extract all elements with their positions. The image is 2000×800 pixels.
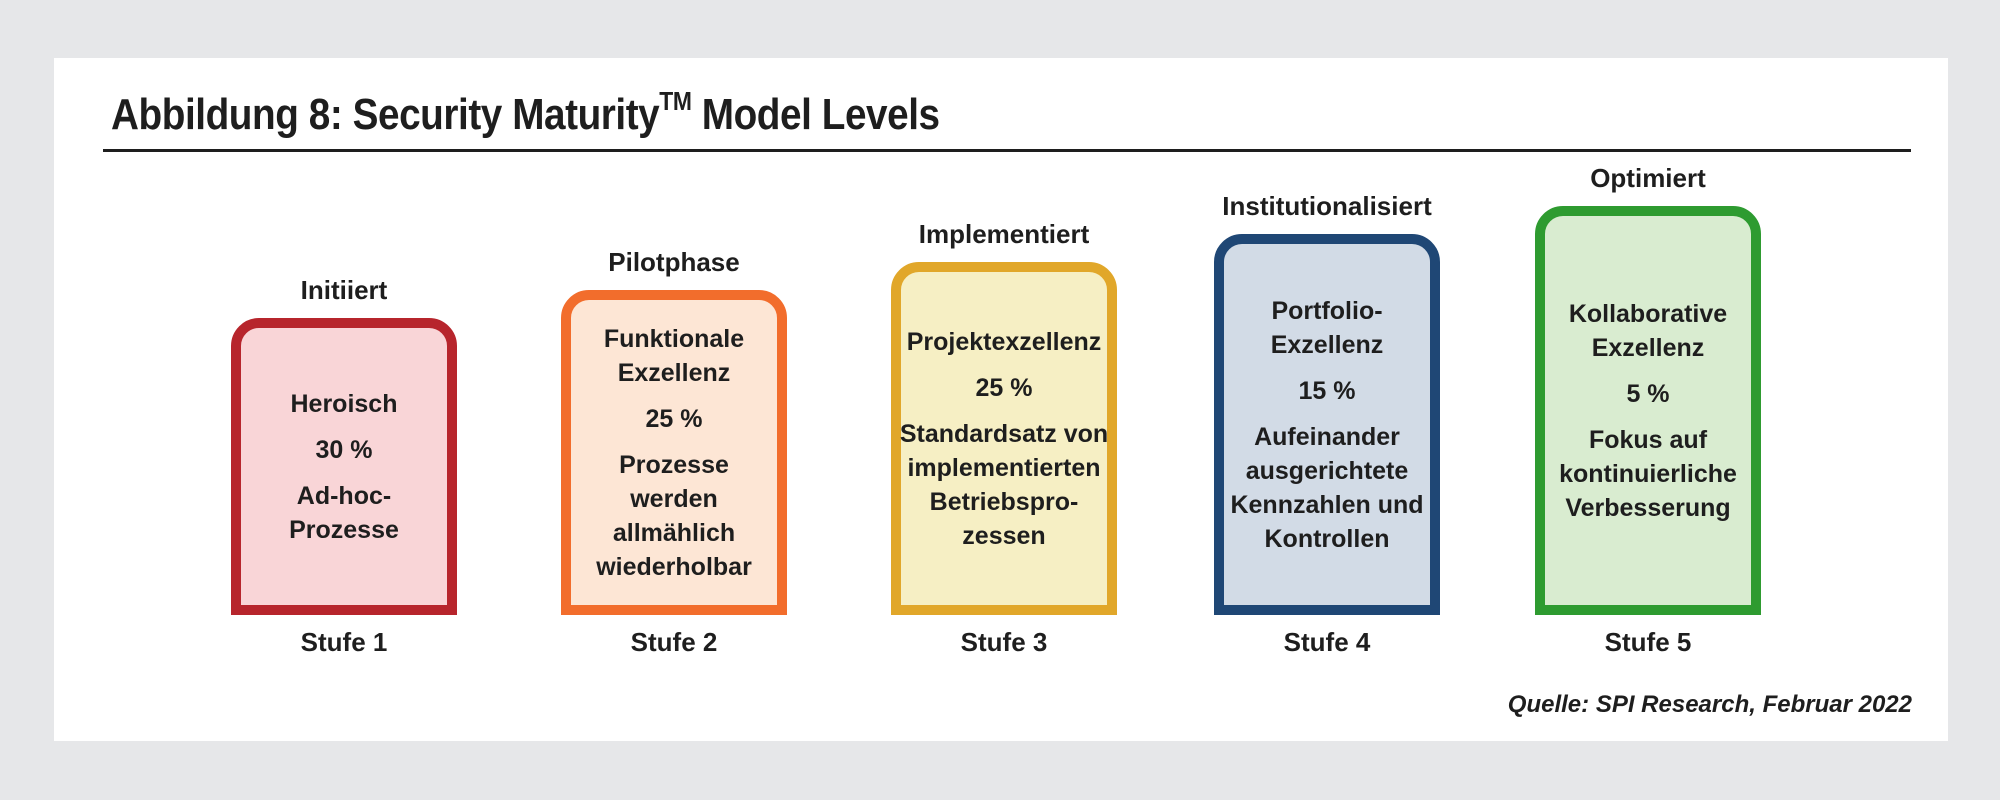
level-heading xyxy=(907,325,1102,359)
level-stage: Stufe 4 xyxy=(1283,627,1371,657)
level-heading xyxy=(604,322,744,390)
level-box xyxy=(231,318,457,615)
level-heading xyxy=(291,387,398,421)
level-name: Optimiert xyxy=(1590,163,1706,193)
maturity-level-2 xyxy=(561,58,787,741)
level-name: Implementiert xyxy=(918,219,1090,249)
level-heading-line: Portfolio- xyxy=(1271,296,1383,325)
maturity-level-4 xyxy=(1214,58,1440,741)
level-stage: Stufe 1 xyxy=(300,627,388,657)
level-description-line: Betriebspro- xyxy=(929,487,1079,516)
level-description-line: Kennzahlen und xyxy=(1230,490,1424,519)
level-box xyxy=(891,262,1117,615)
level-name: Institutionalisiert xyxy=(1222,191,1432,221)
level-percent: 30 % xyxy=(315,435,373,464)
level-description-line: kontinuierliche xyxy=(1559,459,1737,488)
level-description xyxy=(596,448,752,584)
level-description-line: zessen xyxy=(962,521,1046,550)
title-text-rest: Model Levels xyxy=(691,90,940,139)
level-description-line: Prozesse xyxy=(619,450,729,479)
level-description-line: Ad-hoc- xyxy=(296,481,392,510)
level-stage: Stufe 3 xyxy=(960,627,1048,657)
level-description-line: Aufeinander xyxy=(1254,422,1400,451)
level-stage: Stufe 2 xyxy=(630,627,718,657)
level-heading xyxy=(1271,294,1384,362)
level-heading-line: Projektexzellenz xyxy=(906,327,1102,356)
level-percent: 5 % xyxy=(1626,379,1670,408)
title-text: Abbildung 8: Security Maturity xyxy=(111,90,660,139)
source-note: Quelle: SPI Research, Februar 2022 xyxy=(1507,691,1912,718)
level-box xyxy=(1214,234,1440,615)
level-description-line: wiederholbar xyxy=(596,552,752,581)
level-description-line: implementierten xyxy=(907,453,1101,482)
level-description xyxy=(900,417,1108,553)
maturity-level-5 xyxy=(1535,58,1761,741)
level-description-line: werden xyxy=(630,484,718,513)
level-name: Pilotphase xyxy=(608,247,740,277)
level-heading-line: Exzellenz xyxy=(1591,333,1705,362)
level-description-line: ausgerichtete xyxy=(1245,456,1409,485)
level-heading-line: Kollaborative xyxy=(1568,299,1728,328)
level-description-line: Fokus auf xyxy=(1588,425,1708,454)
figure-card xyxy=(54,58,1948,741)
level-description-line: Standardsatz von xyxy=(899,419,1109,448)
level-stage: Stufe 5 xyxy=(1604,627,1692,657)
level-name: Initiiert xyxy=(300,275,388,305)
level-heading-line: Heroisch xyxy=(290,389,398,418)
level-description-line: allmählich xyxy=(612,518,736,547)
level-description xyxy=(1559,423,1737,525)
trademark-mark: TM xyxy=(659,86,692,116)
maturity-level-3 xyxy=(891,58,1117,741)
maturity-level-1 xyxy=(231,58,457,741)
level-percent: 25 % xyxy=(645,404,703,433)
level-heading-line: Exzellenz xyxy=(617,358,731,387)
level-box xyxy=(1535,206,1761,615)
level-description xyxy=(1230,420,1423,556)
level-description-line: Kontrollen xyxy=(1264,524,1390,553)
level-description xyxy=(289,479,399,547)
level-percent: 25 % xyxy=(975,373,1033,402)
level-box xyxy=(561,290,787,615)
level-description-line: Prozesse xyxy=(289,515,399,544)
level-description-line: Verbesserung xyxy=(1565,493,1731,522)
level-heading xyxy=(1569,297,1727,365)
level-percent: 15 % xyxy=(1298,376,1356,405)
level-heading-line: Funktionale xyxy=(603,324,745,353)
level-heading-line: Exzellenz xyxy=(1270,330,1384,359)
